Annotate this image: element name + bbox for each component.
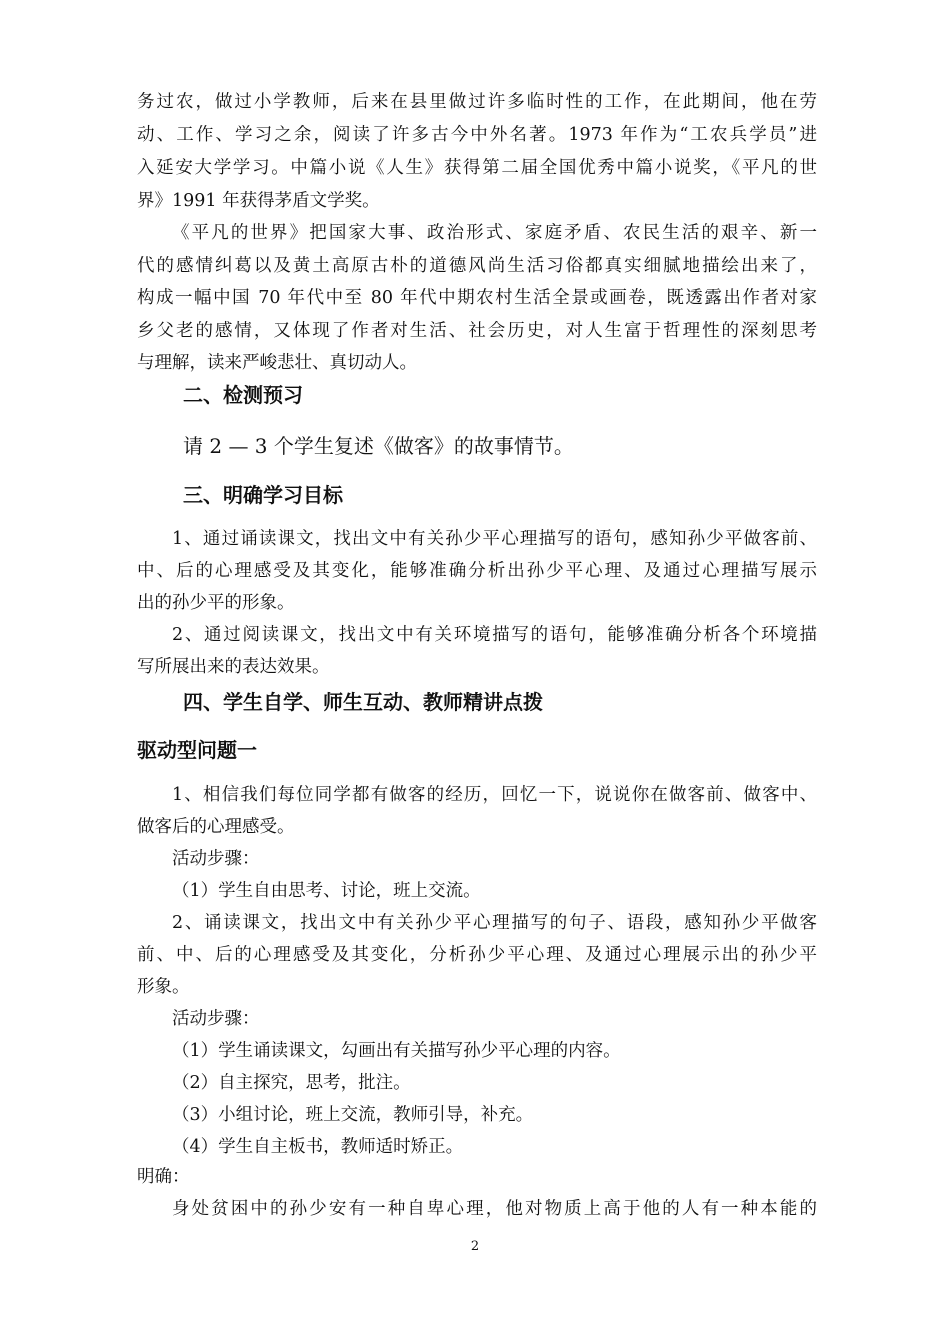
goal2-line-2: 写所展出来的表达效果。 — [137, 657, 330, 677]
clarify-text: 身处贫困中的孙少安有一种自卑心理，他对物质上高于他的人有一种本能的 — [172, 1199, 817, 1219]
driving-question-heading: 驱动型问题一 — [137, 738, 257, 762]
page-number: 2 — [470, 1239, 480, 1254]
q2-line-1: 2、诵读课文，找出文中有关孙少平心理描写的句子、语段，感知孙少平做客 — [172, 913, 817, 933]
steps-label-1: 活动步骤： — [172, 849, 260, 869]
intro-line-4: 界》1991 年获得茅盾文学奖。 — [137, 191, 380, 211]
section3-heading: 三、明确学习目标 — [183, 483, 343, 507]
intro-line-3: 入延安大学学习。中篇小说《人生》获得第二届全国优秀中篇小说奖，《平凡的世 — [137, 158, 817, 178]
q2-line-2: 前、中、后的心理感受及其变化，分析孙少平心理、及通过心理展示出的孙少平 — [137, 945, 817, 965]
goal2-line-1: 2、通过阅读课文，找出文中有关环境描写的语句，能够准确分析各个环境描 — [172, 625, 817, 645]
section2-heading: 二、检测预习 — [183, 383, 303, 407]
step-2-2: （2）自主探究，思考，批注。 — [172, 1073, 411, 1093]
q2-line-3: 形象。 — [137, 977, 190, 997]
goal1-line-2: 中、后的心理感受及其变化，能够准确分析出孙少平心理、及通过心理描写展示 — [137, 561, 817, 581]
summary-line-1: 《平凡的世界》把国家大事、政治形式、家庭矛盾、农民生活的艰辛、新一 — [172, 223, 817, 243]
steps-label-2: 活动步骤： — [172, 1009, 260, 1029]
clarify-label: 明确： — [137, 1167, 190, 1187]
step-2-4: （4）学生自主板书，教师适时矫正。 — [172, 1137, 464, 1157]
intro-line-2: 动、工作、学习之余，阅读了许多古今中外名著。1973 年作为“工农兵学员”进 — [137, 125, 817, 145]
summary-line-3: 构成一幅中国 70 年代中至 80 年代中期农村生活全景或画卷，既透露出作者对家 — [137, 288, 817, 308]
section2-task: 请 2 — 3 个学生复述《做客》的故事情节。 — [183, 434, 574, 458]
step-2-1: （1）学生诵读课文，勾画出有关描写孙少平心理的内容。 — [172, 1041, 621, 1061]
goal1-line-1: 1、通过诵读课文，找出文中有关孙少平心理描写的语句，感知孙少平做客前、 — [172, 529, 817, 549]
summary-line-2: 代的感情纠葛以及黄土高原古朴的道德风尚生活习俗都真实细腻地描绘出来了， — [137, 256, 817, 276]
intro-line-1: 务过农，做过小学教师，后来在县里做过许多临时性的工作，在此期间，他在劳 — [137, 92, 817, 112]
section4-heading: 四、学生自学、师生互动、教师精讲点拨 — [183, 690, 543, 714]
step-1-1: （1）学生自由思考、讨论，班上交流。 — [172, 881, 481, 901]
summary-line-4: 乡父老的感情，又体现了作者对生活、社会历史，对人生富于哲理性的深刻思考 — [137, 321, 817, 341]
summary-line-5: 与理解，读来严峻悲壮、真切动人。 — [137, 353, 417, 373]
q1-line-2: 做客后的心理感受。 — [137, 817, 295, 837]
step-2-3: （3）小组讨论，班上交流，教师引导，补充。 — [172, 1105, 534, 1125]
goal1-line-3: 出的孙少平的形象。 — [137, 593, 295, 613]
q1-line-1: 1、相信我们每位同学都有做客的经历，回忆一下，说说你在做客前、做客中、 — [172, 785, 817, 805]
